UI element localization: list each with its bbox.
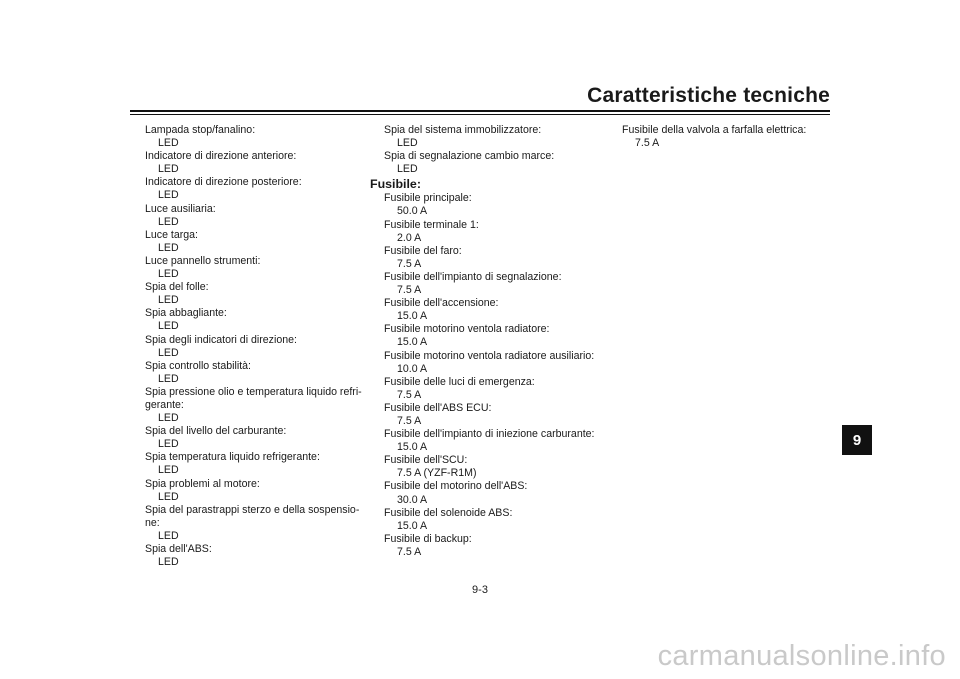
fuse-label: Fusibile dell'ABS ECU: bbox=[384, 401, 492, 414]
fuse-label: Fusibile principale: bbox=[384, 192, 472, 205]
spec-label-cont: gerante: bbox=[145, 398, 184, 411]
spec-label: Luce pannello strumenti: bbox=[145, 254, 261, 267]
spec-value: LED bbox=[158, 490, 179, 503]
fuse-label: Fusibile della valvola a farfalla elettrica: bbox=[622, 124, 807, 136]
fuse-value: 30.0 A bbox=[397, 493, 428, 506]
spec-value: LED bbox=[158, 412, 179, 425]
fuse-label: Fusibile dell'impianto di iniezione carburante: bbox=[384, 428, 595, 441]
fuse-label: Fusibile del motorino dell'ABS: bbox=[384, 480, 528, 493]
fuse-label: Fusibile del faro: bbox=[384, 244, 462, 257]
fuse-label: Fusibile di backup: bbox=[384, 532, 472, 545]
spec-label: Spia controllo stabilità: bbox=[145, 359, 251, 372]
page-number: 9-3 bbox=[472, 584, 488, 596]
spec-label: Spia pressione olio e temperatura liquido refri- bbox=[145, 385, 362, 398]
spec-value: LED bbox=[158, 189, 179, 202]
fuse-label: Fusibile motorino ventola radiatore ausiliario: bbox=[384, 349, 595, 362]
spec-label: Spia del livello del carburante: bbox=[145, 425, 287, 438]
spec-label: Spia del sistema immobilizzatore: bbox=[384, 124, 542, 136]
spec-value: LED bbox=[158, 215, 179, 228]
spec-value: LED bbox=[158, 294, 179, 307]
fuse-value: 7.5 A bbox=[397, 284, 422, 297]
spec-label: Luce targa: bbox=[145, 228, 199, 241]
fuse-label: Fusibile dell'SCU: bbox=[384, 454, 468, 467]
fuse-heading: Fusibile: bbox=[370, 177, 421, 192]
fuse-label: Fusibile dell'accensione: bbox=[384, 297, 499, 310]
spec-label: Spia del folle: bbox=[145, 281, 209, 294]
spec-column-2 bbox=[370, 124, 594, 559]
fuse-value: 50.0 A bbox=[397, 205, 428, 218]
header-rule-thick bbox=[130, 110, 830, 112]
spec-label: Spia degli indicatori di direzione: bbox=[145, 333, 297, 346]
spec-value: LED bbox=[397, 137, 418, 150]
fuse-value: 7.5 A bbox=[397, 388, 422, 401]
watermark: carmanualsonline.info bbox=[657, 640, 946, 672]
fuse-value: 15.0 A bbox=[397, 519, 428, 532]
fuse-label: Fusibile dell'impianto di segnalazione: bbox=[384, 270, 562, 283]
spec-value: LED bbox=[158, 268, 179, 281]
spec-value: LED bbox=[158, 464, 179, 477]
spec-value: LED bbox=[158, 529, 179, 542]
spec-label: Spia del parastrappi sterzo e della sospensio- bbox=[145, 503, 360, 516]
spec-column-1 bbox=[145, 124, 362, 569]
fuse-value: 10.0 A bbox=[397, 362, 428, 375]
fuse-value: 7.5 A bbox=[635, 137, 660, 150]
spec-column-3 bbox=[622, 124, 806, 150]
spec-value: LED bbox=[158, 438, 179, 451]
fuse-label: Fusibile motorino ventola radiatore: bbox=[384, 323, 550, 336]
fuse-value: 7.5 A bbox=[397, 545, 422, 558]
spec-label: Luce ausiliaria: bbox=[145, 202, 216, 215]
spec-label: Indicatore di direzione anteriore: bbox=[145, 150, 297, 163]
spec-value: LED bbox=[158, 372, 179, 385]
fuse-value: 15.0 A bbox=[397, 310, 428, 323]
spec-value: LED bbox=[397, 163, 418, 176]
page-title: Caratteristiche tecniche bbox=[587, 84, 830, 107]
fuse-label: Fusibile delle luci di emergenza: bbox=[384, 375, 535, 388]
spec-value: LED bbox=[158, 137, 179, 150]
spec-value: LED bbox=[158, 320, 179, 333]
spec-value: LED bbox=[158, 241, 179, 254]
spec-value: LED bbox=[158, 346, 179, 359]
spec-label: Lampada stop/fanalino: bbox=[145, 124, 256, 136]
fuse-value: 7.5 A bbox=[397, 257, 422, 270]
fuse-value: 15.0 A bbox=[397, 441, 428, 454]
spec-label-cont: ne: bbox=[145, 516, 160, 529]
spec-label: Indicatore di direzione posteriore: bbox=[145, 176, 302, 189]
fuse-label: Fusibile del solenoide ABS: bbox=[384, 506, 513, 519]
fuse-value: 7.5 A (YZF-R1M) bbox=[397, 467, 477, 480]
spec-value: LED bbox=[158, 556, 179, 569]
spec-label: Spia abbagliante: bbox=[145, 307, 227, 320]
spec-label: Spia problemi al motore: bbox=[145, 477, 260, 490]
header-rule-thin bbox=[130, 114, 830, 115]
spec-label: Spia di segnalazione cambio marce: bbox=[384, 150, 555, 163]
spec-label: Spia dell'ABS: bbox=[145, 543, 212, 555]
fuse-value: 2.0 A bbox=[397, 231, 422, 244]
fuse-value: 7.5 A bbox=[397, 414, 422, 427]
spec-value: LED bbox=[158, 163, 179, 176]
spec-label: Spia temperatura liquido refrigerante: bbox=[145, 451, 320, 464]
chapter-tab: 9 bbox=[842, 425, 872, 455]
fuse-value: 15.0 A bbox=[397, 336, 428, 349]
fuse-label: Fusibile terminale 1: bbox=[384, 218, 479, 231]
